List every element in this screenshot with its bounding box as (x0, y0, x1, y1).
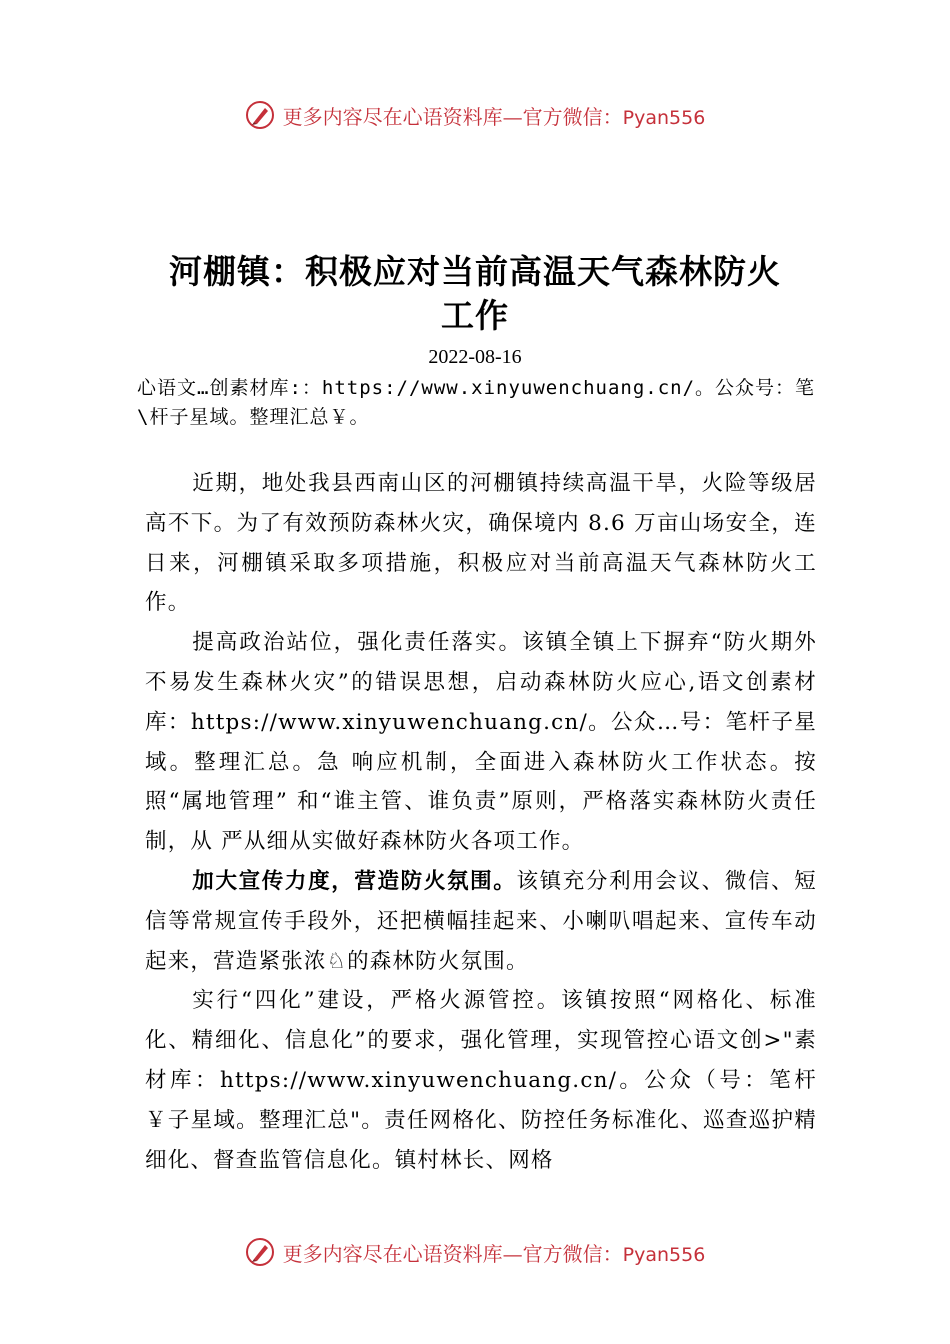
paragraph-text: 近期，地处我县西南山区的河棚镇持续高温干旱，火险等级居高不下。为了有效预防森林火灾，确保境内 8.6 万亩山场安全，连日来，河棚镇采取多项措施，积极应对当前高温天气森林防火工作。 (145, 471, 817, 616)
article-body (145, 464, 817, 1180)
paragraph (145, 623, 817, 862)
paragraph-text: 该镇充分利用会议、微信、短信等常规宣传手段外，还把横幅挂起来、小喇叭唱起来、宣传车动起来，营造紧张浓♘的森林防火氛围。 (145, 868, 817, 974)
banner-text (283, 101, 706, 130)
publish-date: 2022-08-16 (428, 346, 522, 368)
paragraph (145, 862, 817, 981)
footer-banner (0, 1232, 950, 1272)
banner-text (283, 1238, 706, 1267)
pen-logo-icon (245, 100, 275, 130)
paragraph-text: 实行“四化”建设，严格火源管控。该镇按照“网格化、标准化、精细化、信息化”的要求，强化管理，实现管控心语文创>"素材库：https://www.xinyuwenchuang.cn/。公众（号：笔杆￥子星域。整理汇总"。责任网格化、防控任务标准化、巡查巡护精细化、督查监管信息化。镇村林长、网格 (145, 988, 817, 1173)
paragraph (145, 981, 817, 1180)
header-banner (0, 95, 950, 135)
banner-label: 更多内容尽在心语资料库—官方微信： (282, 1241, 623, 1266)
page-title (120, 250, 830, 338)
pen-logo-icon (245, 1237, 275, 1267)
wechat-id: Pyan556 (622, 106, 706, 129)
paragraph-lead: 加大宣传力度，营造防火氛围。 (192, 868, 517, 894)
source-note: 心语文…创素材库:：https://www.xinyuwenchuang.cn/。公众号：笔\杆子星域。整理汇总￥。 (137, 377, 816, 428)
title-line-1: 河棚镇：积极应对当前高温天气森林防火 (169, 252, 781, 291)
wechat-id: Pyan556 (622, 1243, 706, 1266)
paragraph-text: 提高政治站位，强化责任落实。该镇全镇上下摒弃“防火期外不易发生森林火灾”的错误思想，启动森林防火应心,语文创素材库：https://www.xinyuwenchuang.cn/。公众…号：笔杆子星域。整理汇总。急 响应机制，全面进入森林防火工作状态。按照“属地管理” 和“谁主管、谁负责”原则，严格落实森林防火责任制，从 严从细从实做好森林防火各项工作。 (145, 630, 817, 855)
banner-label: 更多内容尽在心语资料库—官方微信： (282, 104, 623, 129)
title-line-2: 工作 (441, 296, 509, 335)
paragraph (145, 464, 817, 623)
